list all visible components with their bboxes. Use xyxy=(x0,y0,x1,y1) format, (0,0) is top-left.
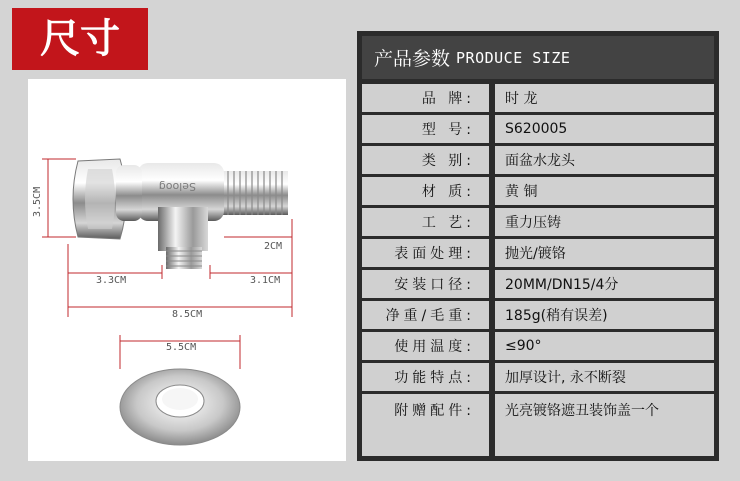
spec-row xyxy=(362,301,714,329)
spec-row xyxy=(362,332,714,360)
spec-value: ≤90° xyxy=(495,332,714,360)
spec-label: 附赠配件: xyxy=(362,394,489,456)
spec-label: 品 牌: xyxy=(362,84,489,112)
spec-value: 面盆水龙头 xyxy=(495,146,714,174)
spec-label: 类 别: xyxy=(362,146,489,174)
product-image-panel xyxy=(28,79,346,461)
valve-body xyxy=(73,159,288,269)
spec-label: 功能特点: xyxy=(362,363,489,391)
brand-mark: Seloog xyxy=(158,180,196,193)
spec-label: 使用温度: xyxy=(362,332,489,360)
spec-row xyxy=(362,394,714,456)
spec-value: 光亮镀铬遮丑装饰盖一个 xyxy=(495,394,714,456)
header-cn: 产品参数 xyxy=(374,48,451,70)
spec-row xyxy=(362,239,714,267)
spec-row xyxy=(362,115,714,143)
outlet-dim-label: 2CM xyxy=(264,241,283,252)
cover-ring xyxy=(120,335,240,445)
spec-row xyxy=(362,84,714,112)
spec-table-header xyxy=(362,36,714,79)
spec-value: 时 龙 xyxy=(495,84,714,112)
right-length-label: 3.1CM xyxy=(250,275,281,286)
spec-row xyxy=(362,146,714,174)
spec-row xyxy=(362,208,714,236)
spec-row xyxy=(362,363,714,391)
left-length-label: 3.3CM xyxy=(96,275,127,286)
valve-diagram xyxy=(28,79,346,461)
spec-label: 表面处理: xyxy=(362,239,489,267)
page-title: 尺寸 xyxy=(12,8,148,70)
outlet-dimension-line xyxy=(224,219,292,252)
spec-label: 型 号: xyxy=(362,115,489,143)
spec-value: S620005 xyxy=(495,115,714,143)
spec-row xyxy=(362,177,714,205)
header-en: PRODUCE SIZE xyxy=(456,48,571,67)
cover-dim-label: 5.5CM xyxy=(166,342,197,353)
spec-label: 净重/毛重: xyxy=(362,301,489,329)
spec-value: 重力压铸 xyxy=(495,208,714,236)
spec-value: 185g(稍有误差) xyxy=(495,301,714,329)
height-dim-label: 3.5CM xyxy=(32,186,43,217)
spec-value: 黄 铜 xyxy=(495,177,714,205)
spec-table xyxy=(357,31,719,461)
spec-row xyxy=(362,270,714,298)
spec-label: 工 艺: xyxy=(362,208,489,236)
spec-label: 安装口径: xyxy=(362,270,489,298)
spec-value: 抛光/镀铬 xyxy=(495,239,714,267)
spec-label: 材 质: xyxy=(362,177,489,205)
spec-value: 加厚设计, 永不断裂 xyxy=(495,363,714,391)
spec-value: 20MM/DN15/4分 xyxy=(495,270,714,298)
height-dimension-line xyxy=(32,159,76,237)
total-length-label: 8.5CM xyxy=(172,309,203,320)
